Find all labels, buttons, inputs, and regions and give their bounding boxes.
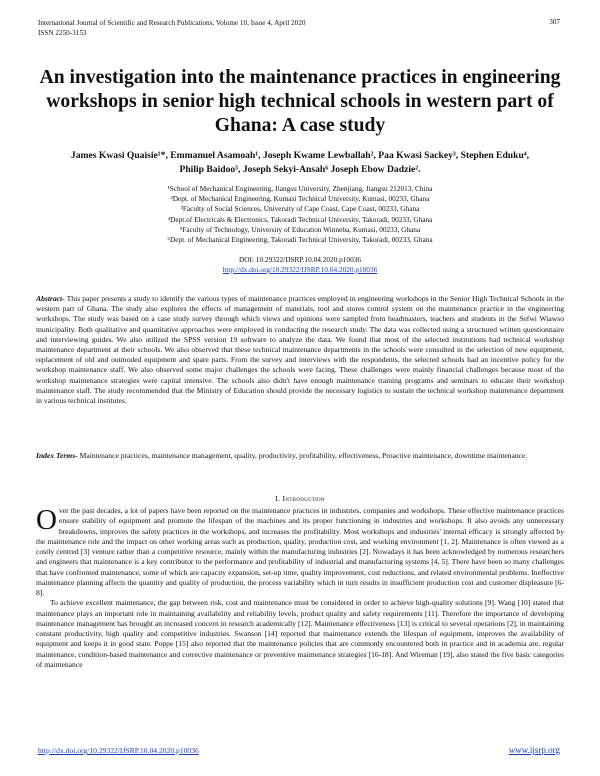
affiliation-4: ⁴Dept.of Electricals & Electronics, Takoradi Technical University, Takoradi, 00233, Ghana xyxy=(167,214,433,224)
authors-line-2: Philip Baidoo⁵, Joseph Sekyi-Ansah⁶ Joseph Ebow Dadzie². xyxy=(179,164,421,175)
index-terms-label: Index Terms- xyxy=(36,451,78,460)
affiliation-6: ⁶Dept. of Mechanical Engineering, Takoradi Technical University, Takoradi, 00233, Ghana xyxy=(167,235,433,245)
section-title: Introduction xyxy=(282,494,325,503)
section-number: I. xyxy=(275,494,281,503)
affiliation-5: ⁵Faculty of Technology, University of Education Winneba, Kumasi, 00233, Ghana xyxy=(179,224,421,234)
doi-link[interactable]: http://dx.doi.org/10.29322/IJSRP.10.04.2020.p10036 xyxy=(222,265,378,274)
introduction-body xyxy=(36,506,564,670)
affiliation-3: ³Faculty of Social Sciences, University of Cape Coast, Cape Coast, 00233, Ghana xyxy=(180,204,420,214)
section-heading xyxy=(30,494,570,503)
paper-title: An investigation into the maintenance practices in engineering workshops in senior high technical schools in western part of Ghana: A case study xyxy=(39,67,561,136)
author-list xyxy=(30,149,570,177)
drop-cap: O xyxy=(36,504,57,536)
authors-line-1: James Kwasi Quaisie¹*, Emmanuel Asamoah¹, Joseph Kwame Lewballah², Paa Kwasi Sackey³, Stephen Eduku⁴, xyxy=(70,150,530,161)
affiliation-2: ²Dept. of Mechanical Engineering, Kumasi Technical University, Kumasi, 00233, Ghana xyxy=(170,194,430,204)
affiliations xyxy=(30,184,570,245)
doi-text: DOI: 10.29322/IJSRP.10.04.2020.p10036 xyxy=(238,255,362,264)
page-number: 307 xyxy=(549,18,560,26)
footer-site xyxy=(509,745,560,755)
footer-site-link[interactable]: www.ijsrp.org xyxy=(508,745,560,755)
journal-name: International Journal of Scientific and Research Publications, Volume 10, Issue 4, April 2020 xyxy=(38,19,306,27)
abstract-label: Abstract- xyxy=(36,294,65,303)
index-terms-text: Maintenance practices, maintenance management, quality, productivity, profitability, effectiveness, Proactive maintenance, downtime maintenance. xyxy=(77,451,528,460)
affiliation-1: ¹School of Mechanical Engineering, Jiangsu University, Zhenjiang, Jiangsu 212013, China xyxy=(167,184,433,193)
intro-paragraph-1-text: ver the past decades, a lot of papers have been reported on the maintenance practices in industries, companies and workshops. These effective maintenance practices ensure stability of equipment and promote the lifespan of the machines and its proper functioning in industries and workshops. It also avoids any unnecessary breakdowns, improves the safety practices in the workshops, and increases the profitability. Most workshops and industries' internal efficacy is strongly affected by the maintenance role and the impact on other working areas such as production, quality, production cost, and working environment [1, 2]. Maintenance is often viewed as a costly centred [3] venture rather than a competitive resource, mainly within the manufacturing industries [2]. Nowadays it has been acknowledged by numerous researchers and engineers that maintenance is a key contributor to the performance and profitability of industrial and manufacturing systems [4, 5]. There have been so many challenges that have confronted maintenance, some of which are capacity expansion, set-up time, quality improvement, cost reductions, and related environmental problems. Ineffective maintenance planning affects the quantity and quality of production, the process variability which in turn results in insufficient production cost and customer displeasure [6-8]. xyxy=(36,506,564,597)
footer-doi-link[interactable]: http://dx.doi.org/10.29322/IJSRP.10.04.2020.p10036 xyxy=(38,746,199,755)
index-terms xyxy=(36,451,564,461)
doi-block xyxy=(30,255,570,275)
running-header xyxy=(38,18,305,38)
intro-paragraph-2: To achieve excellent maintenance, the gap between risk, cost and maintenance must be considered in order to achieve high-quality solutions [9]. Wang [10] stated that maintenance plays an important role in maintaining availability and reliability levels, product quality and safety requirements [11]. Therefore the importance of developing maintenance management has brought an increased concern in research academically [12]. Maintenance effectiveness [13] is critical to several operations [2], in maintaining constant productivity, high quality and competitive industries. Swanson [14] reported that maintenance extends the lifespan of equipment, improves the availability of equipment and keeps it in good state. Poppe [15] also reported that the maintenance policies that are commonly encountered both in practice and in academia are, regular maintenance, condition-based maintenance and corrective maintenance or preventive maintenance strategies [16-18]. And Wireman [19], also stated the five basic categories of maintenance xyxy=(36,598,564,669)
abstract-text: This paper presents a study to identify the various types of maintenance practices employed in engineering workshops in the Senior High Technical Schools in the western part of Ghana. The study also explores the effects of management of materials, tool and stores control system on the maintenance practice in the engineering workshops. The study was based on a case study survey through which views and opinions were sampled from headmasters, teachers and students in the Sefwi Wiawso municipality. Both qualitative and quantitative approaches were employed in conducting the research study. The data was collected using a structured written questionnaire and interviewing guides. We also utilized the SPSS version 19 software to analyze the data. We found that most of the selected institutions had technical workshop maintenance department at their schools. We also observed that these technical maintenance departments in the schools were consulted in the selection of new equipment, replacement of old and outmoded equipment and spare parts. From the survey and interviews with the respondents, the selected schools had an incentive policy for the workshop maintenance staff. We also observed some major challenges the schools were facing. These challenges were mainly financial challenges because most of the workshop maintenance strategies were capital intensive. The schools also didn't have enough maintenance training programs and seminars to educate their workshop maintenance staff. The study recommended that the Ministry of Education should provide the necessary logistics to sustain the technical workshop maintenance department in various technical institutes. xyxy=(36,294,564,406)
abstract xyxy=(36,294,564,406)
footer-doi xyxy=(38,746,199,755)
issn: ISSN 2250-3153 xyxy=(38,29,87,37)
intro-paragraph-1 xyxy=(36,506,564,598)
